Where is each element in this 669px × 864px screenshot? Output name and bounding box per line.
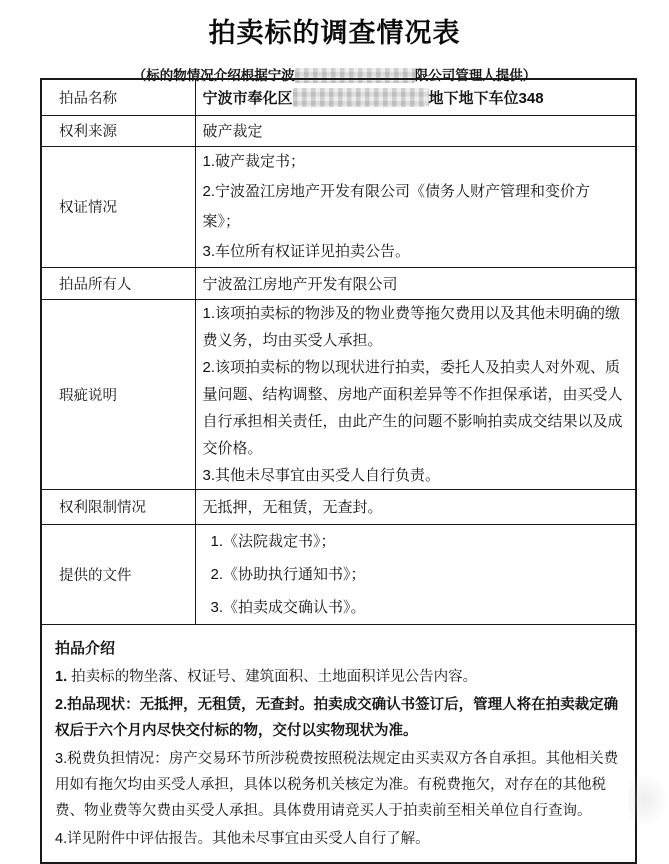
defect-item: 1.该项拍卖标的物涉及的物业费等拖欠费用以及其他未明确的缴费义务，均由买受人承担。 [202,304,621,349]
row-item-name [41,79,636,115]
intro-paragraph-1-marker: 1. [55,668,68,685]
row-value-certificates [195,146,636,267]
document-item: 1.《法院裁定书》； [210,532,336,550]
row-value-documents [195,524,636,624]
intro-paragraph-1-text: 拍卖标的物坐落、权证号、建筑面积、土地面积详见公告内容。 [67,668,478,685]
auction-info-table [40,78,637,864]
defect-item: 2.该项拍卖标的物以现状进行拍卖，委托人及拍卖人对外观、质量问题、结构调整、房地产面积差异等不作担保承诺，由买受人自行承担相关责任，由此产生的问题不影响拍卖成交结果以及成交价格。 [202,358,623,457]
intro-paragraph-1 [55,664,622,690]
item-name-suffix: 地下地下车位348 [428,89,544,107]
intro-paragraph-4: 4.详见附件中评估报告。其他未尽事宜由买受人自行了解。 [55,830,430,847]
subtitle-suffix: 限公司管理人提供） [414,68,537,83]
certificate-item: 1.破产裁定书； [202,152,306,170]
document-item: 3.《拍卖成交确认书》。 [210,598,366,616]
row-rights-source [41,115,636,146]
item-name-prefix: 宁波市奉化区 [202,89,293,107]
page-title: 拍卖标的调查情况表 [208,18,461,48]
certificate-item: 3.车位所有权证详见拍卖公告。 [202,242,411,260]
defect-item: 3.其他未尽事宜由买受人自行负责。 [202,466,441,484]
row-label-certificates: 权证情况 [41,146,195,267]
row-label-item-name: 拍品名称 [41,79,195,115]
row-certificates [41,146,636,267]
row-owner [41,267,636,299]
row-value-rights-source: 破产裁定 [195,115,636,146]
row-value-item-name [195,79,636,115]
intro-section [41,624,636,863]
row-value-owner: 宁波盈江房地产开发有限公司 [195,267,636,299]
row-restrictions [41,489,636,524]
row-value-defects [195,299,636,489]
row-value-restrictions: 无抵押，无租赁，无查封。 [195,489,636,524]
row-label-rights-source: 权利来源 [41,115,195,146]
row-label-defects: 瑕疵说明 [41,299,195,489]
row-label-owner: 拍品所有人 [41,267,195,299]
row-intro [41,624,636,863]
intro-paragraph-3: 3.税费负担情况：房产交易环节所涉税费按照税法规定由买卖双方各自承担。其他相关费用如有拖欠均由买受人承担，具体以税务机关核定为准。有税费拖欠，对存在的其他税费、物业费等欠费由买受人承担。具体费用请竞买人于拍卖前至相关单位自行查询。 [55,750,619,819]
subtitle-prefix: （标的物情况介绍根据宁波 [132,68,295,83]
intro-heading: 拍品介绍 [55,639,116,657]
row-defects [41,299,636,489]
row-documents [41,524,636,624]
certificate-item: 2.宁波盈江房地产开发有限公司《债务人财产管理和变价方案》； [202,182,591,230]
redaction-mosaic-address [293,88,429,107]
document-item: 2.《协助执行通知书》； [210,565,366,583]
intro-paragraph-2: 2.拍品现状：无抵押，无租赁，无查封。拍卖成交确认书签订后，管理人将在拍卖裁定确权后于六个月内尽快交付标的物，交付以实物现状为准。 [55,696,619,739]
row-label-restrictions: 权利限制情况 [41,489,195,524]
row-label-documents: 提供的文件 [41,524,195,624]
